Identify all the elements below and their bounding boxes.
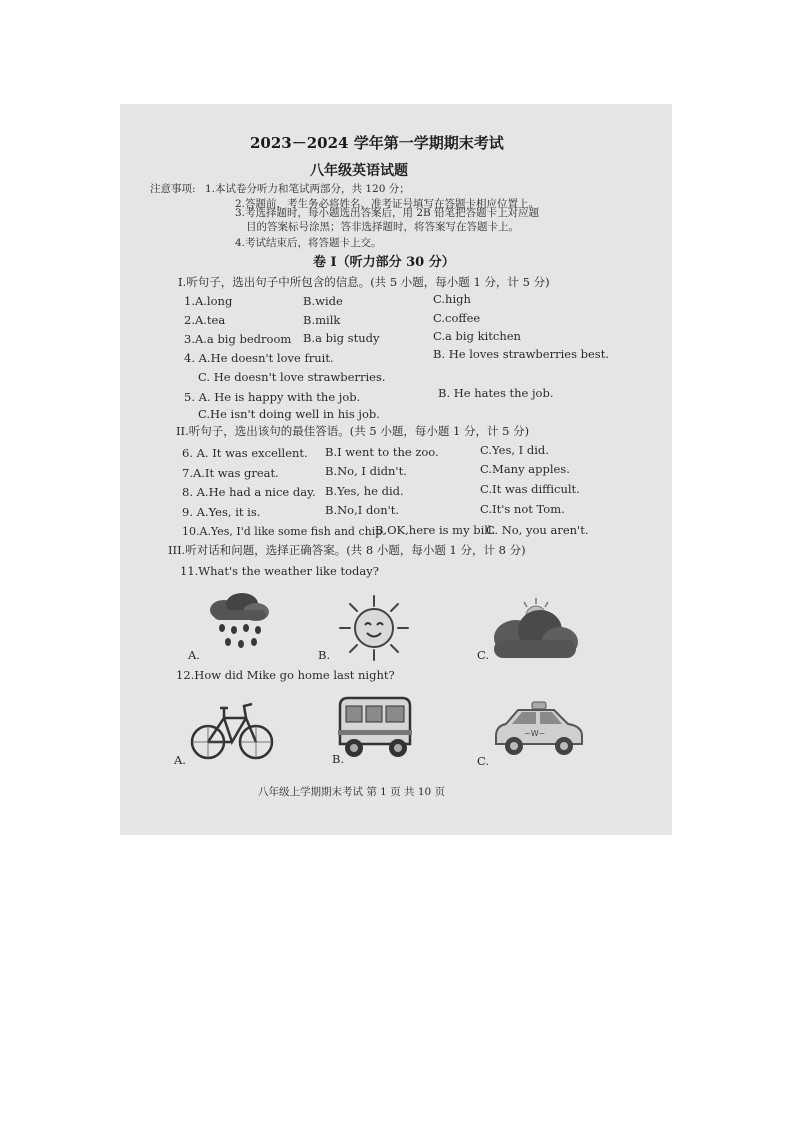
q10-option-b: B.OK,here is my bill. (375, 523, 496, 537)
q4-option-b: B. He loves strawberries best. (433, 347, 609, 361)
svg-text:~W~: ~W~ (524, 729, 546, 738)
q8-option-c: C.It was difficult. (480, 482, 580, 496)
q1-option-a: 1.A.long (184, 294, 233, 308)
q8-option-a: 8. A.He had a nice day. (182, 485, 316, 499)
q4-option-c: C. He doesn't love strawberries. (198, 370, 386, 384)
q6-option-c: C.Yes, I did. (480, 443, 549, 457)
q9-option-c: C.It's not Tom. (480, 502, 565, 516)
notes-label: 注意事项: (150, 183, 196, 195)
q2-option-c: C.coffee (433, 311, 481, 325)
q11-label-c: C. (477, 648, 490, 662)
q3-option-c: C.a big kitchen (433, 329, 521, 343)
note-4: 4.考试结束后，将答题卡上交。 (235, 237, 382, 249)
q9-option-b: B.No,I don't. (325, 503, 400, 517)
note-3-cont: 目的答案标号涂黑；答非选择题时，将答案写在答题卡上。 (246, 221, 519, 233)
q12-label-a: A. (174, 753, 186, 767)
q1-option-b: B.wide (303, 294, 343, 308)
q9-option-a: 9. A.Yes, it is. (182, 505, 261, 519)
note-3: 3.考选择题时，每小题选出答案后，用 2B 铅笔把答题卡上对应题 (235, 207, 540, 219)
section2-heading: II.听句子，选出该句的最佳答语。(共 5 小题，每小题 1 分，计 5 分) (176, 424, 530, 438)
q12-label-b: B. (332, 752, 345, 766)
bicycle-icon (190, 694, 274, 764)
q3-option-a: 3.A.a big bedroom (184, 332, 292, 346)
q11-question: 11.What's the weather like today? (180, 564, 379, 578)
exam-title: 2023－2024 学年第一学期期末考试 (250, 134, 504, 152)
q4-option-a: 4. A.He doesn't love fruit. (184, 351, 334, 365)
q11-label-b: B. (318, 648, 331, 662)
q2-option-b: B.milk (303, 313, 341, 327)
q8-option-b: B.Yes, he did. (325, 484, 404, 498)
note-2: 2.答题前，考生务必将姓名、准考证号填写在答题卡相应位置上。 (235, 198, 540, 210)
page-footer: 八年级上学期期末考试 第 1 页 共 10 页 (258, 786, 446, 798)
sun-behind-cloud-icon (488, 596, 580, 664)
q2-option-a: 2.A.tea (184, 313, 226, 327)
q10-option-a: 10.A.Yes, I'd like some fish and chip. (182, 525, 386, 538)
exam-page-photo (120, 104, 672, 835)
smiling-sun-icon (334, 592, 414, 664)
taxi-icon (492, 700, 586, 758)
exam-subtitle: 八年级英语试题 (310, 163, 408, 179)
q7-option-a: 7.A.It was great. (182, 466, 279, 480)
bus-icon (332, 694, 418, 762)
q10-option-c: C. No, you aren't. (486, 523, 589, 537)
q5-option-b: B. He hates the job. (438, 386, 554, 400)
part-title: 卷 I（听力部分 30 分） (313, 255, 455, 270)
q12-question: 12.How did Mike go home last night? (176, 668, 395, 682)
note-1: 1.本试卷分听力和笔试两部分，共 120 分； (205, 183, 410, 195)
q6-option-a: 6. A. It was excellent. (182, 446, 308, 460)
q7-option-b: B.No, I didn't. (325, 464, 407, 478)
q5-option-a: 5. A. He is happy with the job. (184, 390, 361, 404)
section1-heading: I.听句子，选出句子中所包含的信息。(共 5 小题，每小题 1 分，计 5 分) (178, 275, 550, 289)
q7-option-c: C.Many apples. (480, 462, 570, 476)
q5-option-c: C.He isn't doing well in his job. (198, 407, 380, 421)
q12-label-c: C. (477, 754, 490, 768)
q3-option-b: B.a big study (303, 331, 380, 345)
q11-label-a: A. (188, 648, 200, 662)
q1-option-c: C.high (433, 292, 471, 306)
q6-option-b: B.I went to the zoo. (325, 445, 439, 459)
section3-heading: III.听对话和问题，选择正确答案。(共 8 小题，每小题 1 分，计 8 分) (168, 543, 526, 557)
rain-cloud-icon (204, 592, 274, 654)
